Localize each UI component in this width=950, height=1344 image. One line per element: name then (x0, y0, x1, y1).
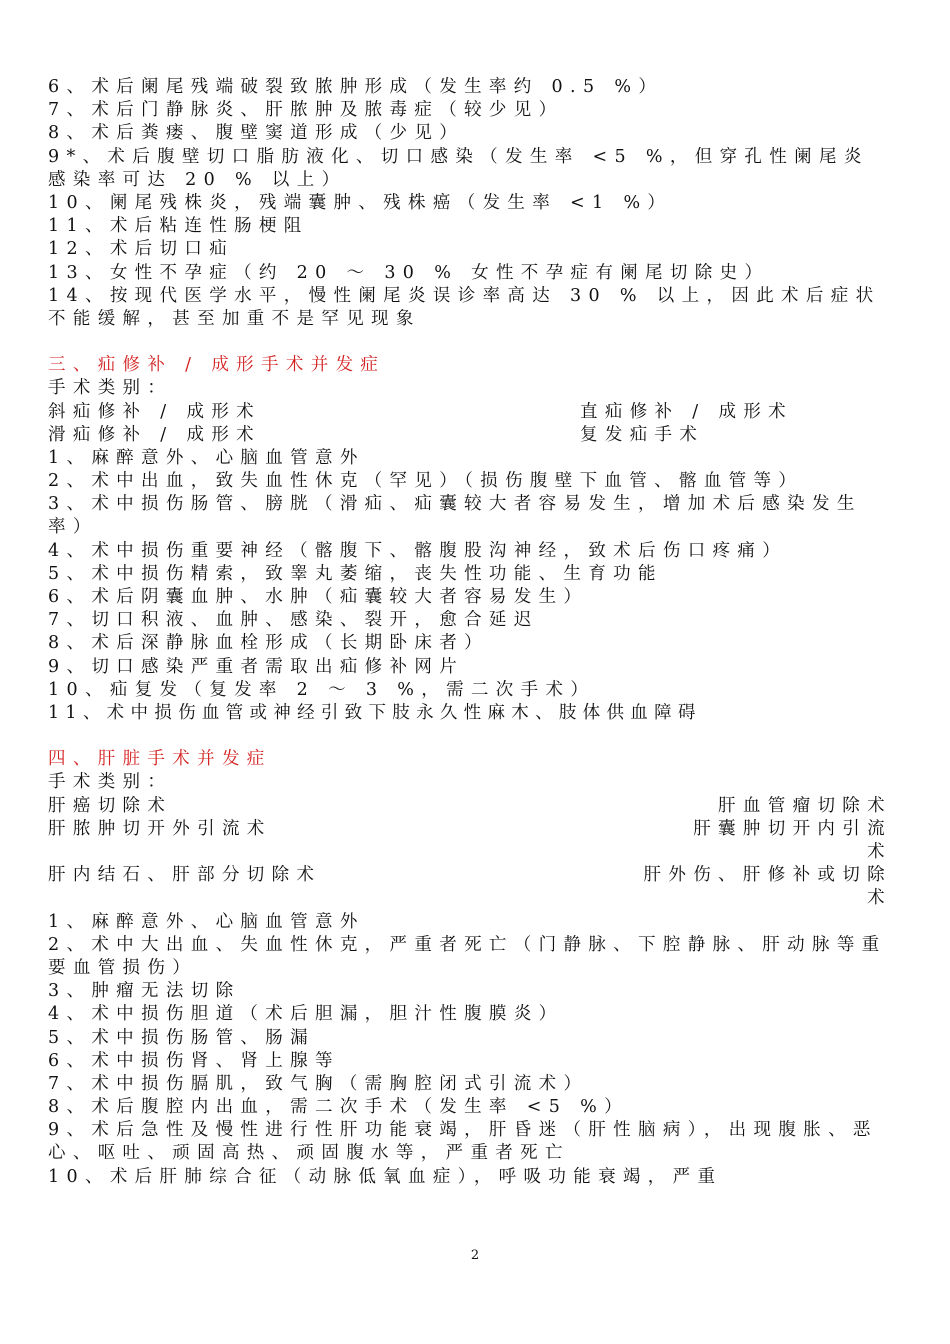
list-item: 9*、术后腹壁切口脂肪液化、切口感染（发生率 <5 %，但穿孔性阑尾炎感染率可达 20 % 以上） (48, 146, 869, 190)
surgery-type: 斜疝修补 / 成形术 (48, 401, 262, 422)
document-page (48, 76, 892, 1189)
list-item: 4、术中损伤胆道（术后胆漏，胆汁性腹膜炎） (48, 1004, 564, 1025)
list-item: 7、术中损伤膈肌，致气胸（需胸腔闭式引流术） (48, 1073, 589, 1094)
surgery-type: 直疝修补 / 成形术 (580, 401, 794, 422)
list-item: 8、术后粪瘘、腹壁窦道形成（少见） (48, 123, 465, 144)
surgery-types-label: 手术类别： (48, 378, 173, 399)
surgery-type: 肝内结石、肝部分切除术 (48, 865, 322, 886)
list-item: 1、麻醉意外、心脑血管意外 (48, 911, 365, 932)
list-item: 8、术后腹腔内出血，需二次手术（发生率 <5 %） (48, 1097, 629, 1118)
list-item: 8、术后深静脉血栓形成（长期卧床者） (48, 633, 489, 654)
list-item: 10、术后肝肺综合征（动脉低氧血症），呼吸功能衰竭，严重 (48, 1166, 723, 1187)
list-item: 6、术中损伤肾、肾上腺等 (48, 1050, 340, 1071)
list-item: 5、术中损伤肠管、肠漏 (48, 1027, 315, 1048)
list-item: 11、术中损伤血管或神经引致下肢永久性麻木、肢体供血障碍 (48, 703, 702, 723)
list-item: 2、术中出血，致失血性休克（罕见）（损伤腹壁下血管、髂血管等） (48, 471, 804, 492)
surgery-type-row (48, 864, 892, 910)
list-item: 9、术后急性及慢性进行性肝功能衰竭，肝昏迷（肝性脑病），出现腹胀、恶心、呕吐、顽固高热、顽固腹水等，严重者死亡 (48, 1120, 878, 1164)
list-item: 4、术中损伤重要神经（髂腹下、髂腹股沟神经，致术后伤口疼痛） (48, 540, 788, 561)
surgery-type: 肝外伤、肝修补或切除术 (643, 865, 892, 909)
surgery-type: 肝癌切除术 (48, 795, 173, 816)
list-item: 6、术后阴囊血肿、水肿（疝囊较大者容易发生） (48, 587, 589, 608)
list-item: 6、术后阑尾残端破裂致脓肿形成（发生率约 0.5 %） (48, 77, 664, 97)
list-item: 3、术中损伤肠管、膀胱（滑疝、疝囊较大者容易发生，增加术后感染发生率） (48, 494, 862, 538)
surgery-types-label: 手术类别： (48, 772, 173, 793)
list-item: 9、切口感染严重者需取出疝修补网片 (48, 656, 465, 677)
surgery-type: 肝血管瘤切除术 (718, 795, 892, 816)
surgery-type: 滑疝修补 / 成形术 (48, 424, 262, 445)
surgery-type: 肝囊肿切开内引流术 (693, 818, 892, 862)
surgery-type-row (48, 818, 892, 864)
list-item: 11、术后粘连性肠梗阻 (48, 216, 309, 237)
list-item: 10、阑尾残株炎，残端囊肿、残株癌（发生率 <1 %） (48, 192, 673, 213)
surgery-type-row (48, 424, 892, 447)
list-item: 14、按现代医学水平，慢性阑尾炎误诊率高达 30 % 以上，因此术后症状不能缓解，甚至加重不是罕见现象 (48, 285, 881, 329)
page-number: 2 (470, 1248, 480, 1263)
section-heading: 四、肝脏手术并发症 (48, 749, 272, 770)
list-item: 2、术中大出血、失血性休克，严重者死亡（门静脉、下腔静脉、肝动脉等重要血管损伤） (48, 934, 887, 978)
list-item: 7、切口积液、血肿、感染、裂开，愈合延迟 (48, 610, 539, 631)
list-item: 10、疝复发（复发率 2 ～ 3 %，需二次手术） (48, 679, 596, 700)
list-item: 3、肿瘤无法切除 (48, 981, 241, 1002)
surgery-type-row (48, 795, 892, 818)
surgery-type: 复发疝手术 (580, 424, 705, 445)
list-item: 12、术后切口疝 (48, 239, 235, 260)
surgery-type: 肝脓肿切开外引流术 (48, 818, 272, 839)
list-item: 5、术中损伤精索，致睾丸萎缩，丧失性功能、生育功能 (48, 563, 663, 584)
list-item: 1、麻醉意外、心脑血管意外 (48, 447, 365, 468)
list-item: 7、术后门静脉炎、肝脓肿及脓毒症（较少见） (48, 100, 564, 121)
section-heading: 三、疝修补 / 成形手术并发症 (48, 355, 386, 376)
list-item: 13、女性不孕症（约 20 ～ 30 % 女性不孕症有阑尾切除史） (48, 262, 770, 283)
surgery-type-row (48, 401, 892, 424)
